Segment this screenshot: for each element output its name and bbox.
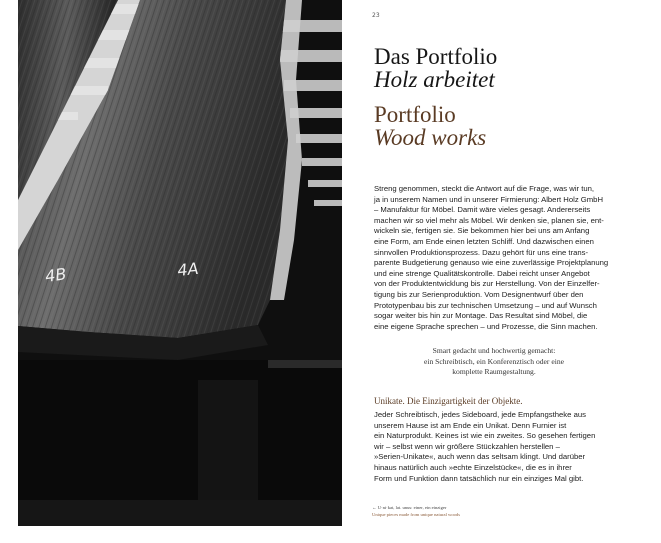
unikat-line: Form und Funktion dann tatsächlich nur ein einziges Mal gibt. — [374, 473, 584, 483]
intro-paragraph — [374, 184, 614, 332]
unikat-line: »Serien-Unikate«, auch wenn das seltsam klingt. Und darüber — [374, 452, 586, 462]
chalk-mark-left: 4B — [43, 264, 68, 286]
intro-line: eine eigene Sprache sprechen – und Prozesse, die Sinn machen. — [374, 321, 598, 331]
title-english — [374, 103, 654, 149]
section-heading: Unikate. Die Einzigartigkeit der Objekte. — [374, 396, 523, 406]
footnote-translation: Unique pieces made from unique natural woods — [372, 512, 461, 517]
intro-line: Prototypenbau bis zur technischen Umsetzung – und auf Wunsch — [374, 300, 597, 310]
unikat-paragraph — [374, 410, 614, 484]
title-german-line1: Das Portfolio — [374, 44, 498, 69]
wood-planks-photo — [18, 0, 342, 526]
intro-line: sogar weiter bis hin zur Montage. Das Resultat sind Möbel, die — [374, 311, 588, 321]
intro-line: von der Produktentwicklung bis zur Herstellung. Von der Einzelfer- — [374, 279, 600, 289]
unikat-line: wir – selbst wenn wir größere Stückzahlen herstellen – — [374, 441, 560, 451]
intro-line: wickeln sie, fertigen sie. Sie bekommen hier bei uns am Anfang — [374, 226, 590, 236]
intro-line: Streng genommen, steckt die Antwort auf die Frage, was wir tun, — [374, 184, 595, 193]
quote-line: komplette Raumgestaltung. — [452, 367, 536, 376]
pull-quote — [374, 346, 614, 378]
unikat-line: ein Naturprodukt. Keines ist wie ein zweites. So gesehen fertigen — [374, 431, 596, 441]
quote-line: Smart gedacht und hochwertig gemacht: — [432, 346, 556, 355]
intro-line: – Manufaktur für Möbel. Damit wäre vieles gesagt. Andererseits — [374, 205, 591, 215]
unikat-line: unserem Hause ist am Ende ein Unikat. Denn Furnier ist — [374, 420, 567, 430]
intro-line: und eine strenge Qualitätskontrolle. Dabei reicht unser Angebot — [374, 268, 590, 278]
title-german — [374, 45, 654, 91]
intro-line: sinnvollen Produktionsprozess. Dazu gehört für uns eine trans- — [374, 247, 589, 257]
title-english-line2: Wood works — [374, 125, 487, 150]
unikat-line: hinaus natürlich auch »echte Einzelstücke«, die es in ihrer — [374, 462, 572, 472]
intro-line: eine Form, am Ende einen letzten Schliff. Und dazwischen einen — [374, 236, 594, 246]
title-english-line1: Portfolio — [374, 102, 456, 127]
intro-line: ja in unserem Namen und in unserer Firmierung: Albert Holz GmbH — [374, 194, 604, 204]
intro-line: parente Budgetierung genauso wie eine zuverlässige Projektplanung — [374, 258, 609, 268]
intro-line: tigung bis zur Serienproduktion. Vom Designentwurf über den — [374, 289, 584, 299]
intro-line: machen wir so viel mehr als Möbel. Wir denken sie, planen sie, ent- — [374, 215, 604, 225]
title-german-line2: Holz arbeitet — [374, 67, 495, 92]
page-number: 23 — [372, 12, 380, 19]
chalk-mark-right: 4A — [176, 258, 200, 280]
quote-line: ein Schreibtisch, ein Konferenztisch oder eine — [423, 356, 564, 366]
wood-planks-image — [18, 0, 342, 526]
footnote-definition: ← U·ni·kat, lat. unus: einer, ein einziger — [372, 505, 447, 510]
footnote — [372, 504, 612, 518]
unikat-line: Jeder Schreibtisch, jedes Sideboard, jede Empfangstheke aus — [374, 410, 586, 419]
